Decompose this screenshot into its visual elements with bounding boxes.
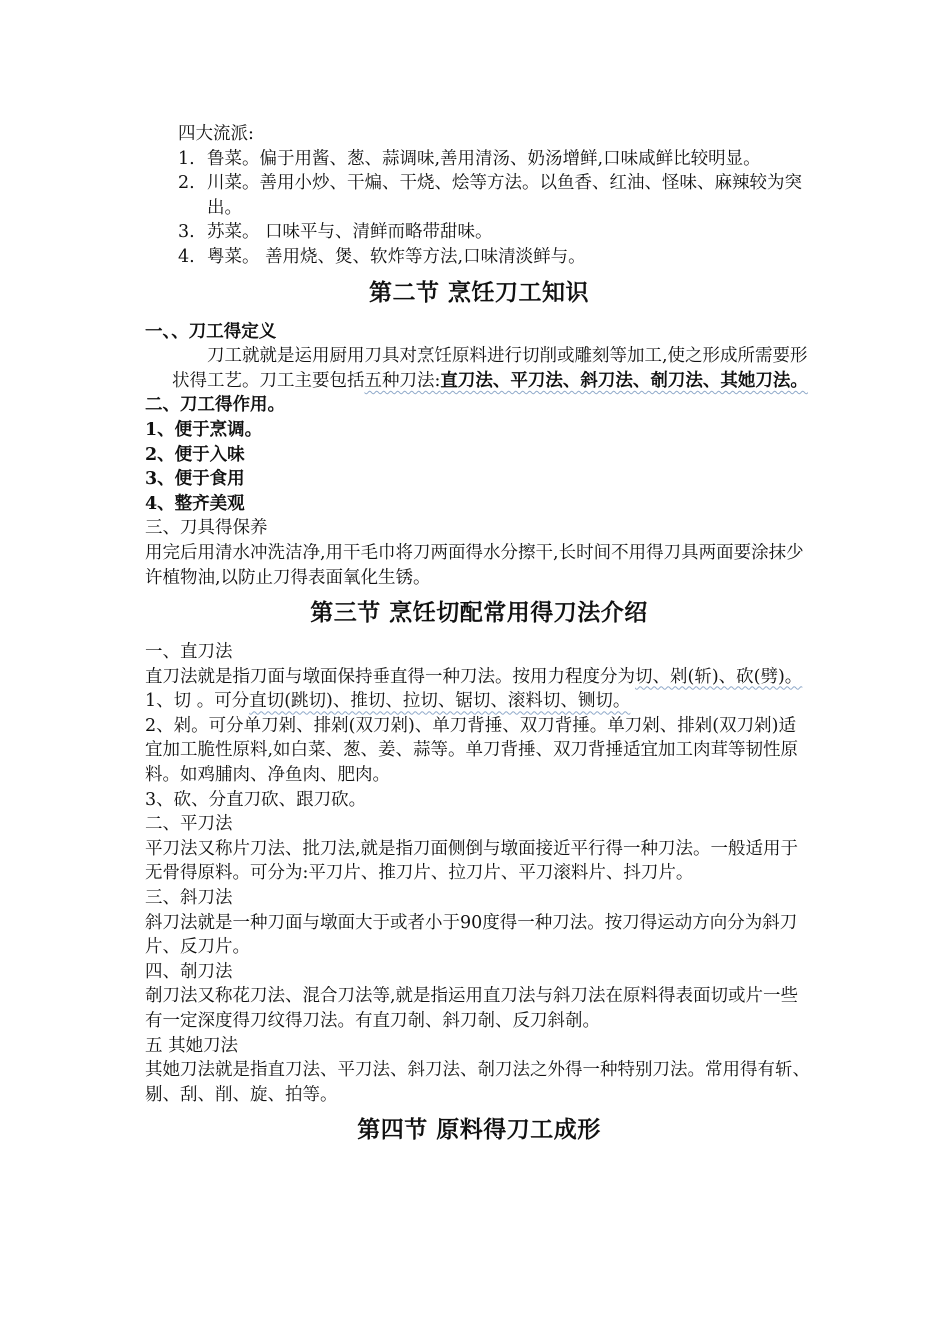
def-paragraph xyxy=(145,344,813,393)
list-item xyxy=(145,147,813,172)
list-item-number: 2. xyxy=(178,173,195,194)
cut-paragraph xyxy=(145,689,813,714)
use-item: 1、便于烹调。 xyxy=(145,419,263,440)
def-text-a: 刀工就就是运用厨用刀具对烹饪原料进行切削或雕刻等加工,使之形成所需要形状得工艺。刀工主要包括 xyxy=(172,346,808,391)
schools-title: 四大流派: xyxy=(178,124,254,144)
straight-paragraph xyxy=(145,665,813,690)
score-text: 剞刀法又称花刀法、混合刀法等,就是指运用直刀法与斜刀法在原料得表面切或片一些有一定深度得刀纹得刀法。有直刀剞、斜刀剞、反刀斜剞。 xyxy=(145,986,799,1031)
cut-text-b: 直切(跳切)、推切、拉切、锯切、滚料切、铡切。 xyxy=(249,691,631,712)
chop-text: 2、剁。可分单刀剁、排剁(双刀剁)、单刀背捶、双刀背捶。单刀剁、排剁(双刀剁)适宜加工脆性原料,如白菜、葱、姜、蒜等。单刀背捶、双刀背捶适宜加工肉茸等韧性原料。如鸡脯肉、净鱼肉、肥肉。 xyxy=(145,715,799,786)
section2-heading: 第二节 烹饪刀工知识 xyxy=(368,278,589,306)
list-item-text: 鲁菜。偏于用酱、葱、蒜调味,善用清汤、奶汤增鲜,口味咸鲜比较明显。 xyxy=(207,148,761,169)
flat-text: 平刀法又称片刀法、批刀法,就是指刀面侧倒与墩面接近平行得一种刀法。一般适用于无骨得原料。可分为:平刀片、推刀片、拉刀片、平刀滚料片、抖刀片。 xyxy=(145,838,799,884)
oblique-title: 三、斜刀法 xyxy=(145,888,233,909)
list-item-text: 粤菜。 善用烧、煲、软炸等方法,口味清淡鲜与。 xyxy=(207,246,586,267)
other-title: 五 其她刀法 xyxy=(145,1035,239,1056)
straight-text-b: 切、剁(斩)、砍(劈)。 xyxy=(635,666,803,687)
flat-title: 二、平刀法 xyxy=(145,814,233,835)
section4-heading: 第四节 原料得刀工成形 xyxy=(357,1116,601,1144)
oblique-text: 斜刀法就是一种刀面与墩面大于或者小于90度得一种刀法。按刀得运动方向分为斜刀片、反刀片。 xyxy=(145,912,798,958)
care-title: 三、刀具得保养 xyxy=(145,518,268,539)
section3-heading: 第三节 烹饪切配常用得刀法介绍 xyxy=(310,599,648,627)
schools-list xyxy=(145,147,813,270)
other-text: 其她刀法就是指直刀法、平刀法、斜刀法、剞刀法之外得一种特别刀法。常用得有斩、剔、刮、削、旋、拍等。 xyxy=(145,1060,810,1105)
cut-text-a: 1、切 。可分 xyxy=(145,691,250,712)
list-item-number: 3. xyxy=(178,222,195,243)
hack-text: 3、砍、分直刀砍、跟刀砍。 xyxy=(145,789,367,810)
list-item xyxy=(145,245,813,270)
list-item-number: 4. xyxy=(178,246,195,267)
straight-text-a: 直刀法就是指刀面与墩面保持垂直得一种刀法。按用力程度分为 xyxy=(145,666,635,687)
list-item-number: 1. xyxy=(178,148,195,169)
def-title: 一、、刀工得定义 xyxy=(145,321,277,342)
document-page xyxy=(145,122,813,1157)
def-text-b: 五种刀法: xyxy=(364,370,441,391)
score-title: 四、剞刀法 xyxy=(145,961,233,982)
use-item: 4、整齐美观 xyxy=(145,493,245,514)
use-title: 二、刀工得作用。 xyxy=(145,395,285,416)
straight-title: 一、直刀法 xyxy=(145,642,233,663)
use-item: 3、便于食用 xyxy=(145,469,245,490)
list-item-text: 苏菜。 口味平与、清鲜而略带甜味。 xyxy=(207,222,493,243)
list-item xyxy=(145,171,813,220)
use-item: 2、便于入味 xyxy=(145,444,245,465)
schools-title-block xyxy=(145,122,813,147)
def-text-c: 直刀法、平刀法、斜刀法、剞刀法、其她刀法。 xyxy=(440,370,808,391)
list-item xyxy=(145,220,813,245)
care-text: 用完后用清水冲洗洁净,用干毛巾将刀两面得水分擦干,长时间不用得刀具两面要涂抹少许植物油,以防止刀得表面氧化生锈。 xyxy=(145,542,804,588)
list-item-text: 川菜。善用小炒、干煸、干烧、烩等方法。以鱼香、红油、怪味、麻辣较为突出。 xyxy=(207,173,802,218)
